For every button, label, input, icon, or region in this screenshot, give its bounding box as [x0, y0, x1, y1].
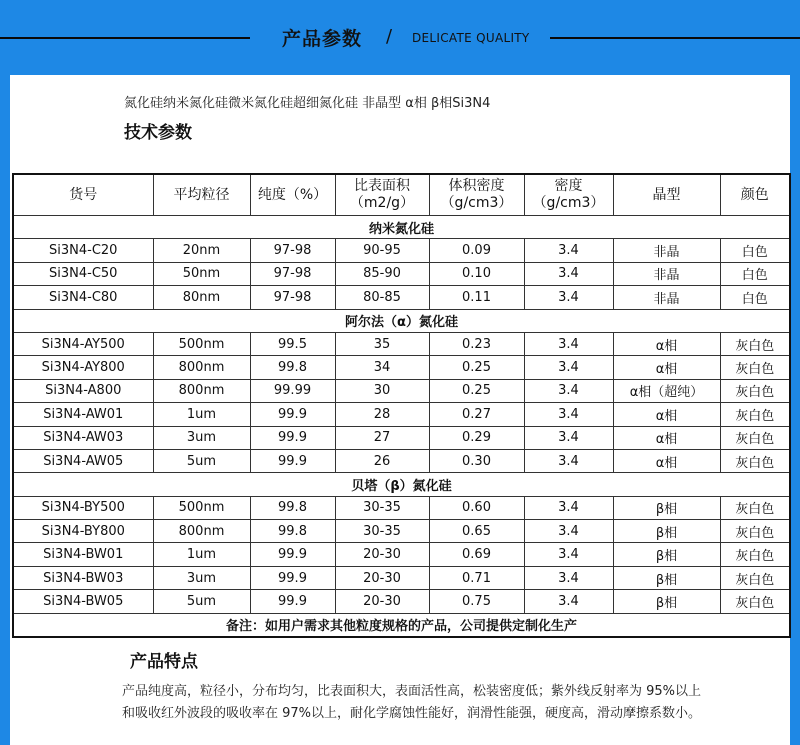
table-cell: 20-30	[335, 566, 429, 589]
table-cell: 3.4	[524, 356, 613, 379]
table-cell: 0.71	[429, 566, 524, 589]
table-cell: 0.60	[429, 496, 524, 519]
table-row	[13, 262, 790, 285]
table-cell: 26	[335, 449, 429, 472]
table-cell: 99.8	[250, 356, 335, 379]
table-cell: 0.69	[429, 543, 524, 566]
table-cell: 3.4	[524, 286, 613, 309]
table-cell: α相（超纯）	[613, 379, 720, 402]
table-cell: 90-95	[335, 239, 429, 262]
table-cell: 800nm	[153, 356, 250, 379]
column-header	[250, 174, 335, 216]
table-cell: 99.8	[250, 496, 335, 519]
table-cell: Si3N4-BY500	[13, 496, 153, 519]
table-cell: 99.9	[250, 566, 335, 589]
table-cell: β相	[613, 566, 720, 589]
column-header-label: 晶型	[652, 186, 681, 203]
table-cell: 3.4	[524, 543, 613, 566]
table-cell: Si3N4-BW05	[13, 590, 153, 613]
header-title: 产品参数	[282, 28, 363, 50]
section-title: 贝塔（β）氮化硅	[13, 473, 790, 496]
table-cell: 灰白色	[720, 520, 790, 543]
table-cell: 80nm	[153, 286, 250, 309]
table-cell: 灰白色	[720, 403, 790, 426]
section-title: 阿尔法（α）氮化硅	[13, 309, 790, 332]
table-cell: 3.4	[524, 262, 613, 285]
table-cell: 灰白色	[720, 543, 790, 566]
table-cell: 3.4	[524, 449, 613, 472]
table-cell: 3.4	[524, 590, 613, 613]
section-row	[13, 216, 790, 239]
column-header-label: 密度	[554, 178, 583, 194]
section-row	[13, 309, 790, 332]
table-row	[13, 449, 790, 472]
column-header-unit: （m2/g）	[349, 195, 415, 211]
table-cell: Si3N4-C50	[13, 262, 153, 285]
table-cell: 1um	[153, 403, 250, 426]
column-header	[720, 174, 790, 216]
table-cell: 0.11	[429, 286, 524, 309]
table-cell: 28	[335, 403, 429, 426]
table-cell: 20-30	[335, 590, 429, 613]
table-cell: 800nm	[153, 520, 250, 543]
column-header	[613, 174, 720, 216]
table-cell: 0.30	[429, 449, 524, 472]
spec-table	[12, 173, 791, 638]
table-cell: 27	[335, 426, 429, 449]
table-cell: 灰白色	[720, 332, 790, 355]
table-cell: 99.9	[250, 543, 335, 566]
table-cell: 3um	[153, 566, 250, 589]
table-cell: 非晶	[613, 239, 720, 262]
table-cell: 80-85	[335, 286, 429, 309]
table-cell: 3.4	[524, 379, 613, 402]
table-cell: 非晶	[613, 286, 720, 309]
table-row	[13, 543, 790, 566]
table-cell: 3um	[153, 426, 250, 449]
table-cell: 灰白色	[720, 379, 790, 402]
table-cell: 34	[335, 356, 429, 379]
note-row	[13, 613, 790, 637]
column-header	[429, 174, 524, 216]
table-cell: 99.5	[250, 332, 335, 355]
table-row	[13, 426, 790, 449]
table-cell: β相	[613, 496, 720, 519]
table-cell: 99.8	[250, 520, 335, 543]
table-cell: 800nm	[153, 379, 250, 402]
table-row	[13, 520, 790, 543]
table-cell: 97-98	[250, 286, 335, 309]
table-cell: 0.25	[429, 379, 524, 402]
column-header-label: 货号	[69, 186, 98, 203]
table-cell: 500nm	[153, 496, 250, 519]
table-cell: 非晶	[613, 262, 720, 285]
table-row	[13, 496, 790, 519]
table-cell: β相	[613, 520, 720, 543]
table-cell: α相	[613, 332, 720, 355]
table-row	[13, 403, 790, 426]
table-cell: 灰白色	[720, 496, 790, 519]
table-row	[13, 590, 790, 613]
column-header-label: 纯度（%）	[257, 186, 328, 203]
table-cell: α相	[613, 403, 720, 426]
table-cell: Si3N4-AY800	[13, 356, 153, 379]
section-row	[13, 473, 790, 496]
table-cell: 0.09	[429, 239, 524, 262]
table-cell: α相	[613, 426, 720, 449]
table-cell: 灰白色	[720, 356, 790, 379]
table-header-row	[13, 174, 790, 216]
table-cell: 0.10	[429, 262, 524, 285]
table-row	[13, 379, 790, 402]
table-cell: 灰白色	[720, 590, 790, 613]
table-cell: Si3N4-AW03	[13, 426, 153, 449]
table-cell: 0.75	[429, 590, 524, 613]
features-heading: 产品特点	[130, 652, 198, 672]
column-header	[153, 174, 250, 216]
table-cell: Si3N4-AW01	[13, 403, 153, 426]
table-cell: 30-35	[335, 496, 429, 519]
table-cell: 97-98	[250, 239, 335, 262]
table-cell: 99.9	[250, 426, 335, 449]
column-header-label: 体积密度	[448, 178, 505, 194]
table-row	[13, 566, 790, 589]
table-cell: 99.9	[250, 449, 335, 472]
header-left-rule	[0, 37, 250, 39]
table-cell: 5um	[153, 449, 250, 472]
table-cell: 99.99	[250, 379, 335, 402]
table-cell: Si3N4-AY500	[13, 332, 153, 355]
table-cell: 灰白色	[720, 426, 790, 449]
table-row	[13, 356, 790, 379]
table-cell: 白色	[720, 262, 790, 285]
table-cell: 35	[335, 332, 429, 355]
table-cell: α相	[613, 356, 720, 379]
table-cell: 0.23	[429, 332, 524, 355]
table-cell: 0.65	[429, 520, 524, 543]
table-cell: Si3N4-A800	[13, 379, 153, 402]
table-cell: 3.4	[524, 566, 613, 589]
table-cell: 3.4	[524, 332, 613, 355]
table-cell: 白色	[720, 286, 790, 309]
table-cell: 30-35	[335, 520, 429, 543]
table-cell: 3.4	[524, 403, 613, 426]
table-cell: Si3N4-BW01	[13, 543, 153, 566]
features-text: 产品纯度高，粒径小，分布均匀，比表面积大，表面活性高，松装密度低；紫外线反射率为 95%以上和吸收红外波段的吸收率在 97%以上，耐化学腐蚀性能好，润滑性能强，硬度高，滑动摩擦系数小。	[122, 684, 702, 721]
tech-params-heading: 技术参数	[124, 123, 192, 143]
table-cell: 0.29	[429, 426, 524, 449]
table-cell: 3.4	[524, 520, 613, 543]
header-subtitle: DELICATE QUALITY	[412, 31, 530, 45]
table-cell: 85-90	[335, 262, 429, 285]
table-cell: 99.9	[250, 590, 335, 613]
header-right-rule	[550, 37, 800, 39]
table-cell: 20-30	[335, 543, 429, 566]
table-cell: 30	[335, 379, 429, 402]
header-slash: /	[386, 26, 393, 47]
column-header-label: 颜色	[740, 186, 769, 203]
column-header	[13, 174, 153, 216]
table-cell: 5um	[153, 590, 250, 613]
table-note: 备注：如用户需求其他粒度规格的产品，公司提供定制化生产	[13, 613, 790, 637]
product-title: 氮化硅纳米氮化硅微米氮化硅超细氮化硅 非晶型 α相 β相Si3N4	[124, 96, 491, 111]
table-cell: Si3N4-BY800	[13, 520, 153, 543]
table-cell: 灰白色	[720, 566, 790, 589]
table-cell: 1um	[153, 543, 250, 566]
table-cell: Si3N4-BW03	[13, 566, 153, 589]
section-title: 纳米氮化硅	[13, 216, 790, 239]
table-cell: β相	[613, 543, 720, 566]
header-banner	[0, 0, 800, 75]
table-cell: Si3N4-C20	[13, 239, 153, 262]
table-cell: Si3N4-AW05	[13, 449, 153, 472]
column-header	[524, 174, 613, 216]
column-header	[335, 174, 429, 216]
column-header-label: 比表面积	[354, 178, 410, 194]
column-header-unit: （g/cm3）	[440, 195, 513, 211]
table-cell: 白色	[720, 239, 790, 262]
table-row	[13, 332, 790, 355]
table-row	[13, 239, 790, 262]
column-header-unit: （g/cm3）	[532, 195, 605, 211]
table-cell: β相	[613, 590, 720, 613]
column-header-label: 平均粒径	[173, 186, 230, 203]
table-cell: 0.25	[429, 356, 524, 379]
table-cell: 97-98	[250, 262, 335, 285]
table-cell: α相	[613, 449, 720, 472]
table-cell: 500nm	[153, 332, 250, 355]
table-cell: Si3N4-C80	[13, 286, 153, 309]
table-cell: 3.4	[524, 239, 613, 262]
table-row	[13, 286, 790, 309]
table-cell: 3.4	[524, 426, 613, 449]
table-cell: 灰白色	[720, 449, 790, 472]
table-cell: 3.4	[524, 496, 613, 519]
table-cell: 20nm	[153, 239, 250, 262]
table-cell: 99.9	[250, 403, 335, 426]
table-cell: 50nm	[153, 262, 250, 285]
table-cell: 0.27	[429, 403, 524, 426]
